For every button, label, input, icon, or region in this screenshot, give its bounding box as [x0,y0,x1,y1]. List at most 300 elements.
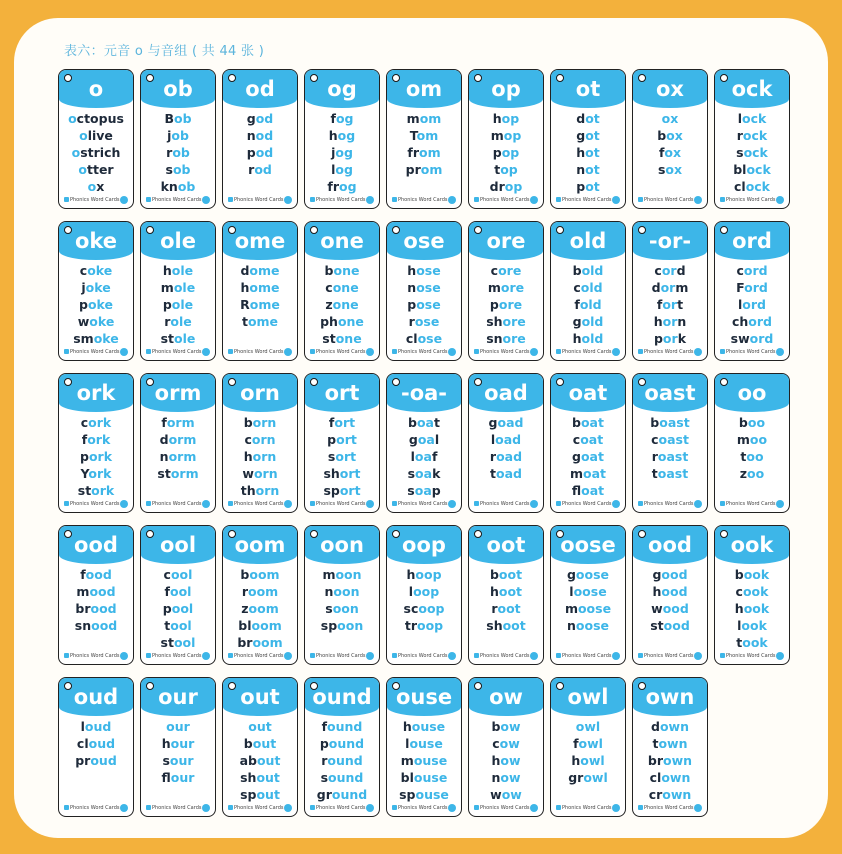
word-list [551,110,625,195]
word-highlight: oke [89,314,115,329]
word-coda: t [677,297,684,312]
word-onset: s [657,162,666,177]
word-list [469,566,543,634]
card-footer [638,803,702,813]
word-item [305,786,379,803]
phonics-card [714,373,790,513]
word-onset: p [79,297,88,312]
card-number-badge [284,196,292,204]
footer-label: Phonics Word Cards [726,197,776,203]
word-highlight: ord [744,280,768,295]
word-onset: c [163,567,171,582]
word-item [387,769,461,786]
word-item [387,431,461,448]
card-footer [638,347,702,357]
word-item [469,431,543,448]
card-number-badge [202,196,210,204]
brand-icon [392,653,397,658]
word-onset: ph [320,314,338,329]
word-highlight: ow [500,719,521,734]
word-item [715,127,789,144]
phonics-card [632,525,708,665]
word-highlight: op [501,145,520,160]
word-onset: n [246,128,256,143]
word-highlight: oad [497,415,524,430]
word-coda: k [432,466,441,481]
word-item [387,296,461,313]
word-item [715,431,789,448]
footer-label: Phonics Word Cards [398,349,448,355]
card-sound-label: ole [160,229,196,253]
card-footer [310,651,374,661]
word-item [715,161,789,178]
word-highlight: ort [335,449,357,464]
word-item [59,178,133,195]
word-highlight: oat [580,449,604,464]
word-highlight: ork [88,466,112,481]
word-coda: n [677,314,687,329]
word-item [633,279,707,296]
word-onset: s [162,753,170,768]
brand-icon [474,653,479,658]
phonics-card [714,69,790,209]
word-highlight: ore [502,331,526,346]
word-onset: f [328,415,335,430]
card-footer [64,499,128,509]
word-highlight: oot [498,584,523,599]
card-footer [474,195,538,205]
word-highlight: oon [337,618,364,633]
brand-icon [638,197,643,202]
brand-icon [146,349,151,354]
word-onset: sh [486,618,503,633]
word-list [59,566,133,634]
word-highlight: ook [742,584,769,599]
word-list [141,566,215,651]
word-onset: c [735,584,743,599]
word-item [551,583,625,600]
footer-label: Phonics Word Cards [152,349,202,355]
word-highlight: ock [741,111,767,126]
word-highlight: oud [88,736,116,751]
word-item [551,735,625,752]
brand-icon [392,501,397,506]
word-highlight: ore [498,297,523,312]
word-onset: T [409,128,417,143]
word-onset: B [164,111,174,126]
word-highlight: ool [169,584,192,599]
word-onset: f [164,584,170,599]
word-highlight: ood [661,584,688,599]
word-item [387,718,461,735]
word-item [59,296,133,313]
word-highlight: owl [583,770,608,785]
word-onset: s [325,601,333,616]
card-number-badge [284,804,292,812]
brand-icon [310,197,315,202]
word-highlight: od [255,145,274,160]
word-highlight: ot [585,162,600,177]
word-onset: t [651,466,658,481]
word-onset: R [240,297,250,312]
word-highlight: one [335,331,362,346]
word-onset: t [652,736,659,751]
footer-label: Phonics Word Cards [644,197,694,203]
word-highlight: o [87,179,97,194]
phonics-card [304,373,380,513]
word-onset: l [737,111,742,126]
word-highlight: ob [177,179,196,194]
card-sound-label: ose [403,229,445,253]
word-item [469,465,543,482]
word-item [387,279,461,296]
footer-label: Phonics Word Cards [316,805,366,811]
word-item [59,482,133,499]
word-highlight: oose [577,601,612,616]
word-highlight: orn [252,449,277,464]
word-list [633,110,707,178]
word-highlight: o [68,111,77,126]
word-list [59,718,133,769]
word-item [223,465,297,482]
word-highlight: og [339,179,357,194]
word-item [59,414,133,431]
word-highlight: oon [332,601,359,616]
word-item [551,279,625,296]
word-onset: th [240,483,256,498]
word-highlight: oat [583,466,607,481]
word-item [305,718,379,735]
word-highlight: og [335,162,353,177]
card-footer [146,347,210,357]
card-number-badge [612,348,620,356]
word-item [469,786,543,803]
word-onset: sp [320,618,338,633]
word-item [387,161,461,178]
word-item [633,718,707,735]
card-footer [228,347,292,357]
phonics-card [386,373,462,513]
brand-icon [474,197,479,202]
word-list [387,110,461,178]
word-onset: b [491,719,501,734]
word-onset: b [657,128,667,143]
word-onset: h [240,280,250,295]
word-onset: h [734,601,744,616]
word-onset: d [240,263,250,278]
brand-icon [228,653,233,658]
word-onset: p [492,145,502,160]
word-highlight: ob [172,162,191,177]
word-list [141,262,215,347]
word-highlight: ow [500,770,521,785]
word-item [141,414,215,431]
word-onset: ab [239,753,257,768]
word-onset: b [324,263,334,278]
word-item [59,279,133,296]
word-highlight: oo [747,466,765,481]
word-item [305,313,379,330]
word-item [551,769,625,786]
word-item [633,465,707,482]
word-highlight: our [170,736,195,751]
word-onset: p [162,297,172,312]
word-highlight: og [335,111,354,126]
word-item [223,448,297,465]
word-onset: b [489,567,499,582]
word-onset: x [96,179,105,194]
word-item [715,279,789,296]
word-onset: f [81,432,88,447]
card-number-badge [612,196,620,204]
word-highlight: oa [415,466,433,481]
word-highlight: om [418,145,441,160]
word-highlight: ome [249,280,280,295]
word-onset: p [246,145,256,160]
word-highlight: ox [665,162,683,177]
brand-icon [310,805,315,810]
word-item [551,718,625,735]
word-onset: c [80,415,89,430]
footer-label: Phonics Word Cards [234,805,284,811]
word-onset: h [492,111,502,126]
word-onset: b [243,415,253,430]
footer-label: Phonics Word Cards [152,197,202,203]
word-highlight: og [335,145,353,160]
word-onset: br [75,601,91,616]
card-footer [720,499,784,509]
phonics-card [140,373,216,513]
card-sound-label: oat [568,381,608,405]
word-highlight: out [256,753,281,768]
word-onset: p [162,601,172,616]
footer-label: Phonics Word Cards [152,501,202,507]
word-onset: r [408,314,415,329]
word-highlight: op [503,128,522,143]
word-item [387,583,461,600]
card-number-badge [202,348,210,356]
phonics-card [468,525,544,665]
word-item [469,752,543,769]
word-item [223,262,297,279]
word-highlight: own [661,770,691,785]
word-onset: d [159,432,169,447]
word-onset: w [651,601,663,616]
word-onset: br [647,753,664,768]
word-highlight: old [580,280,603,295]
word-highlight: ool [171,601,194,616]
phonics-card [304,69,380,209]
word-onset: h [653,314,663,329]
word-highlight: ore [502,314,526,329]
card-sound-label: -oa- [400,381,448,405]
word-list [141,110,215,195]
card-number-badge [530,348,538,356]
card-number-badge [448,652,456,660]
card-sound-label: oud [73,685,119,709]
card-sound-label: ome [234,229,286,253]
word-onset: p [319,736,329,751]
word-item [223,752,297,769]
word-onset: g [488,415,498,430]
word-item [551,313,625,330]
word-onset: r [736,128,743,143]
card-number-badge [202,804,210,812]
word-item [305,110,379,127]
phonics-card [468,69,544,209]
word-onset: m [490,128,504,143]
word-highlight: ool [170,618,192,633]
word-onset: s [407,466,416,481]
word-item [387,262,461,279]
word-onset: r [491,601,498,616]
word-item [305,735,379,752]
card-footer [474,499,538,509]
word-highlight: our [170,770,195,785]
word-highlight: ound [327,753,363,768]
word-highlight: ork [88,415,112,430]
word-highlight: one [332,297,359,312]
word-onset: c [572,432,581,447]
card-footer [556,651,620,661]
word-onset: s [327,449,336,464]
footer-label: Phonics Word Cards [644,349,694,355]
card-sound-label: orn [240,381,280,405]
word-highlight: o [78,162,87,177]
word-item [469,718,543,735]
brand-icon [64,805,69,810]
word-item [305,414,379,431]
word-item [305,431,379,448]
card-sound-label: ood [74,533,118,557]
brand-icon [556,805,561,810]
word-highlight: ole [170,314,192,329]
word-item [469,330,543,347]
word-item [223,110,297,127]
word-item [305,161,379,178]
word-list [59,110,133,195]
word-highlight: ouse [413,770,448,785]
word-onset: kn [160,179,178,194]
card-sound-label: ox [656,77,684,101]
word-highlight: ood [91,618,118,633]
word-coda: k [677,331,687,346]
word-onset: m [400,753,414,768]
word-highlight: ouse [415,787,449,802]
word-onset: r [321,753,328,768]
phonics-card [222,373,298,513]
footer-label: Phonics Word Cards [152,653,202,659]
word-item [223,600,297,617]
word-highlight: ood [89,584,116,599]
card-number-badge [530,804,538,812]
word-highlight: ob [173,111,192,126]
card-sound-label: our [158,685,198,709]
word-highlight: ook [743,567,770,582]
word-list [715,110,789,195]
word-highlight: oo [746,449,764,464]
word-onset: sw [730,331,750,346]
word-item [141,330,215,347]
phonics-card [58,677,134,817]
word-highlight: our [169,753,194,768]
word-onset: c [244,432,252,447]
word-item [715,144,789,161]
page-title: 表六：元音 o 与音组 ( 共 44 张 ) [64,44,265,59]
word-highlight: oop [413,584,440,599]
card-footer [310,347,374,357]
brand-icon [64,349,69,354]
word-item [305,262,379,279]
word-item [141,178,215,195]
word-highlight: ood [661,567,688,582]
word-item [141,634,215,651]
word-item [715,617,789,634]
card-number-badge [448,348,456,356]
word-item [387,786,461,803]
word-item [469,296,543,313]
word-item [141,752,215,769]
word-onset: g [572,314,582,329]
word-item [469,313,543,330]
word-item [59,330,133,347]
word-onset: live [87,128,113,143]
word-highlight: or [662,314,678,329]
word-onset: w [242,466,254,481]
word-onset: h [652,584,662,599]
word-onset: l [737,618,742,633]
word-onset: st [160,331,175,346]
card-number-badge [120,500,128,508]
footer-label: Phonics Word Cards [70,349,120,355]
word-onset: t [740,449,747,464]
word-onset: l [569,584,574,599]
card-sound-label: ow [489,685,523,709]
word-onset: pr [405,162,421,177]
word-item [141,296,215,313]
word-onset: cl [76,736,89,751]
word-list [223,414,297,499]
word-onset: j [81,280,86,295]
footer-label: Phonics Word Cards [562,653,612,659]
word-highlight: old [581,263,604,278]
card-sound-label: out [240,685,280,709]
card-footer [638,195,702,205]
word-onset: m [569,466,584,481]
word-highlight: out [256,770,280,785]
word-highlight: owl [575,719,601,734]
word-item [387,600,461,617]
word-highlight: oat [581,483,605,498]
word-onset: n [567,618,576,633]
phonics-card [632,677,708,817]
word-onset: l [738,297,743,312]
word-item [551,600,625,617]
word-item [305,617,379,634]
card-number-badge [530,196,538,204]
card-number-badge [366,196,374,204]
footer-label: Phonics Word Cards [316,501,366,507]
word-item [141,144,215,161]
footer-label: Phonics Word Cards [398,805,448,811]
card-footer [64,195,128,205]
word-highlight: oast [657,449,689,464]
word-highlight: ound [328,770,364,785]
word-highlight: old [579,297,602,312]
word-onset: h [402,719,412,734]
word-onset: s [165,162,173,177]
brand-icon [146,197,151,202]
